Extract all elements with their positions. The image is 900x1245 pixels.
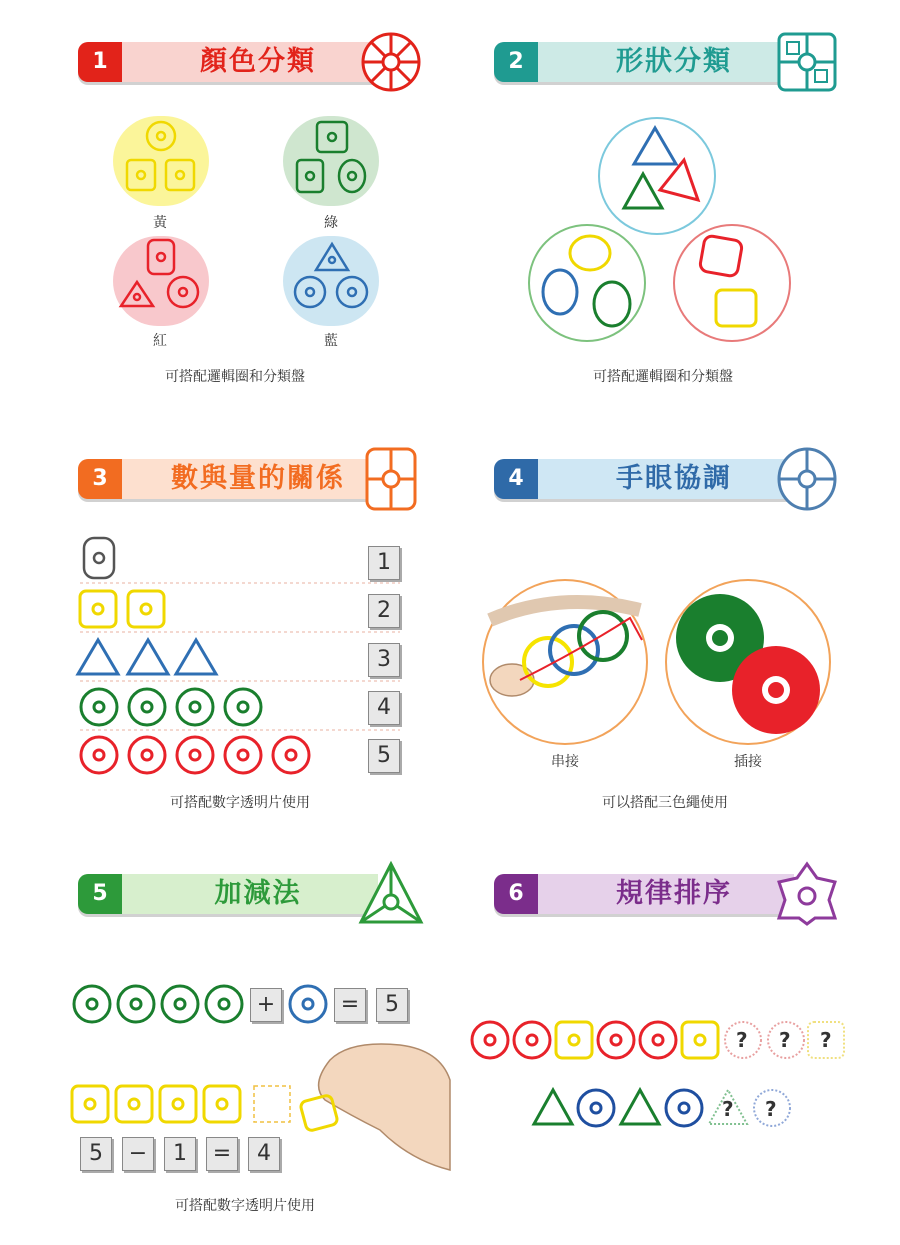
section-title: 形狀分類 — [616, 46, 732, 77]
result-card: 5 — [376, 988, 408, 1022]
equals-card-2: = — [206, 1137, 238, 1171]
section-number: 6 — [494, 874, 538, 914]
minuend-card: 5 — [80, 1137, 112, 1171]
section-3-caption: 可搭配數字透明片使用 — [170, 795, 310, 811]
section-number: 2 — [494, 42, 538, 82]
label-blue: 藍 — [324, 333, 338, 349]
section-1-caption: 可搭配邏輯圈和分類盤 — [165, 369, 305, 385]
section-title: 規律排序 — [616, 878, 732, 909]
section-number: 3 — [78, 459, 122, 499]
plus-card: + — [250, 988, 282, 1022]
minus-card: − — [122, 1137, 154, 1171]
label-red: 紅 — [153, 333, 167, 349]
section-title: 顏色分類 — [200, 46, 316, 77]
section-5-caption: 可搭配數字透明片使用 — [175, 1198, 315, 1214]
difference-card: 4 — [248, 1137, 280, 1171]
equals-card: = — [334, 988, 366, 1022]
section-title: 手眼協調 — [616, 463, 732, 494]
subtrahend-card: 1 — [164, 1137, 196, 1171]
label-green: 綠 — [324, 215, 338, 231]
section-number: 4 — [494, 459, 538, 499]
number-card-5: 5 — [368, 739, 400, 773]
number-card-4: 4 — [368, 691, 400, 725]
number-card-2: 2 — [368, 594, 400, 628]
question-mark-4: ? — [722, 1097, 734, 1121]
number-card-1: 1 — [368, 546, 400, 580]
question-mark-5: ? — [765, 1097, 777, 1121]
section-number: 1 — [78, 42, 122, 82]
question-mark-1: ? — [736, 1028, 748, 1052]
question-mark-3: ? — [820, 1028, 832, 1052]
section-number: 5 — [78, 874, 122, 914]
label-yellow: 黃 — [153, 215, 167, 231]
section-title: 數與量的關係 — [171, 463, 345, 494]
section-title: 加減法 — [214, 878, 302, 909]
number-card-3: 3 — [368, 643, 400, 677]
label-threading: 串接 — [551, 754, 579, 770]
section-4-caption: 可以搭配三色繩使用 — [602, 795, 728, 811]
section-2-caption: 可搭配邏輯圈和分類盤 — [593, 369, 733, 385]
label-interlocking: 插接 — [734, 754, 762, 770]
question-mark-2: ? — [779, 1028, 791, 1052]
